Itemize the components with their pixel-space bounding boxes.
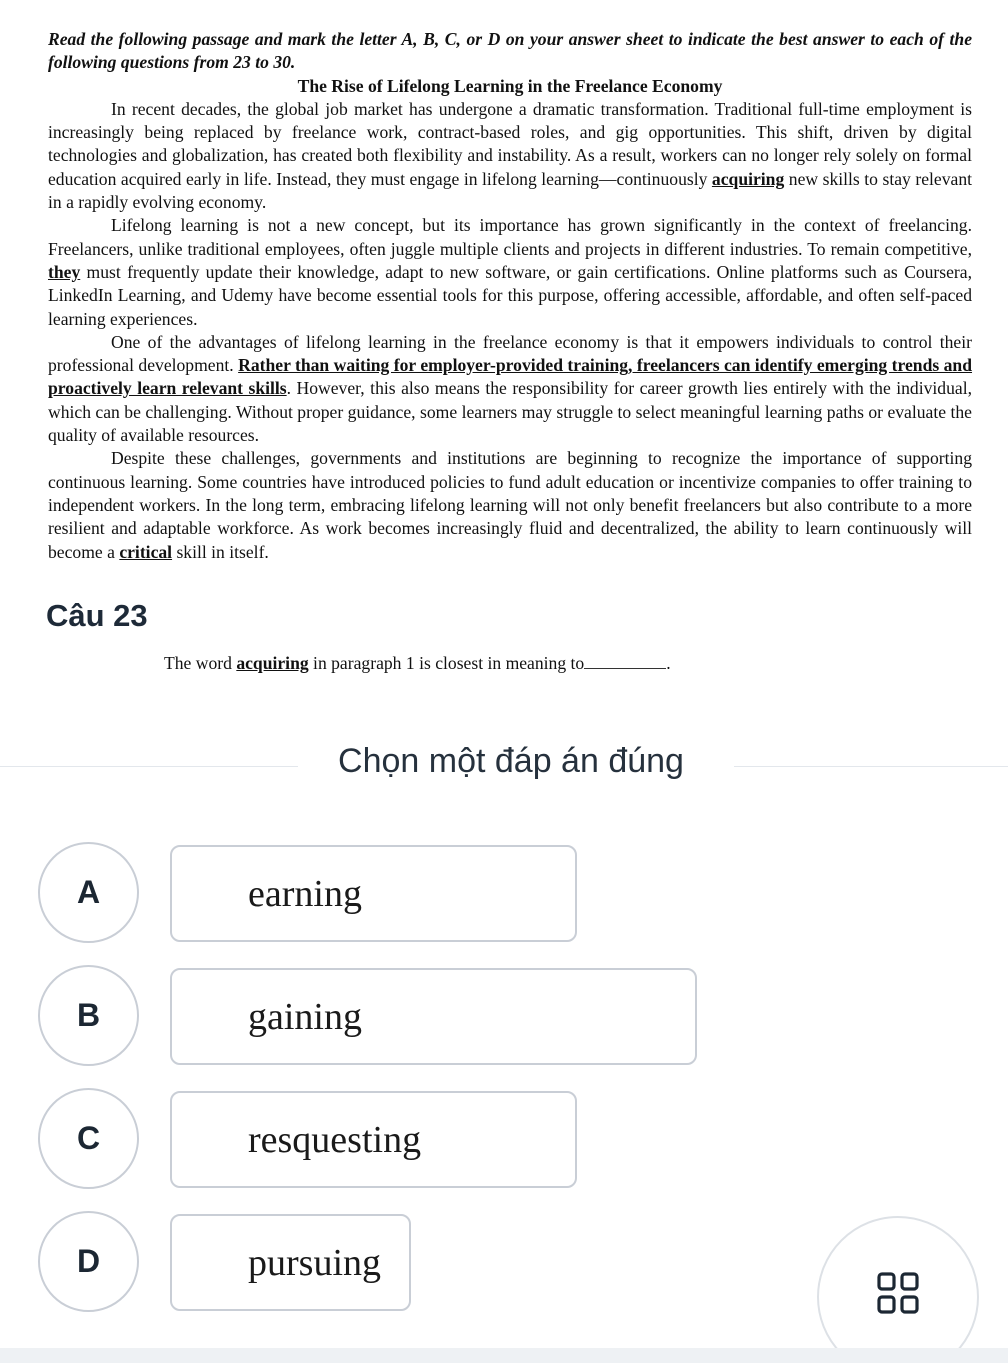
paragraph-2-text-b: must frequently update their knowledge, adapt to new software, or gain certifications. Online platforms such as Coursera, LinkedIn Learning, and Udemy have become essential tools for this purpose, offering accessible, affordable, and often self-paced learning experiences. (48, 261, 972, 329)
choose-instruction-row (0, 740, 1008, 790)
question-text-b: in paragraph 1 is closest in meaning to (308, 653, 585, 673)
option-a-letter[interactable]: A (38, 842, 139, 943)
option-d-text: pursuing (248, 1241, 381, 1284)
question-text (164, 653, 671, 674)
underlined-they: they (48, 261, 81, 282)
paragraph-2-text-a: Lifelong learning is not a new concept, but its importance has grown significantly in the context of freelancing. Freelancers, unlike traditional employees, often juggle multiple clients and projects in different industries. To remain competitive, (48, 215, 972, 259)
underlined-critical: critical (119, 541, 173, 562)
paragraph-4 (48, 447, 972, 563)
paragraph-3-text-b: . However, this also means the responsibility for career growth lies entirely with the individual, which can be challenging. Without proper guidance, some learners may struggle to select meaningful learning paths or evaluate the quality of available resources. (48, 378, 972, 446)
question-heading: Câu 23 (46, 598, 148, 633)
paragraph-4-text-a: Despite these challenges, governments and institutions are beginning to recognize the importance of supporting continuous learning. Some countries have introduced policies to fund adult education or incentivize companies to offer training to independent workers. In the long term, embracing lifelong learning will not only benefit freelancers but also contribute to a more resilient and adaptable workforce. As work becomes increasingly fluid and decentralized, the ability to learn continuously will become a (48, 448, 972, 562)
paragraph-1-text-b: new skills to stay relevant in a rapidly evolving economy. (48, 168, 972, 213)
bottom-bar (0, 1348, 1008, 1363)
paragraph-3-text-a: One of the advantages of lifelong learning in the freelance economy is that it empowers individuals to control their professional development. (48, 331, 972, 376)
option-b-letter[interactable]: B (38, 965, 139, 1066)
paragraph-4-text-b: skill in itself. (172, 541, 269, 562)
answer-blank (584, 655, 666, 669)
option-c-answer-box[interactable] (170, 1091, 577, 1188)
question-underlined-word: acquiring (236, 653, 309, 673)
option-c-text: resquesting (248, 1118, 422, 1161)
option-b[interactable] (0, 965, 1008, 1075)
paragraph-1 (48, 98, 972, 214)
choose-one-answer-label: Chọn một đáp án đúng (338, 742, 684, 780)
reading-passage (48, 28, 972, 564)
option-a[interactable] (0, 842, 1008, 952)
question-text-a: The word (164, 653, 237, 673)
grid-icon (877, 1272, 919, 1314)
passage-title: The Rise of Lifelong Learning in the Freelance Economy (297, 75, 723, 96)
paragraph-3 (48, 331, 972, 447)
option-c-letter[interactable]: C (38, 1088, 139, 1189)
underlined-acquiring: acquiring (711, 168, 785, 189)
option-b-text: gaining (248, 995, 362, 1038)
paragraph-1-text-a: In recent decades, the global job market has undergone a dramatic transformation. Traditional full-time employment is increasingly being replaced by freelance work, contract-based roles, and gig opportunities. This shift, driven by digital technologies and globalization, has created both flexibility and instability. As a result, workers can no longer rely solely on formal education acquired early in life. Instead, they must engage in lifelong learning—continuously (48, 98, 972, 189)
option-d-answer-box[interactable] (170, 1214, 411, 1311)
option-b-answer-box[interactable] (170, 968, 697, 1065)
passage-instruction: Read the following passage and mark the letter A, B, C, or D on your answer sheet to indicate the best answer to each of the following questions from 23 to 30. (48, 29, 972, 73)
question-text-end: . (666, 653, 671, 673)
option-d-letter[interactable]: D (38, 1211, 139, 1312)
underlined-sentence: Rather than waiting for employer-provided training, freelancers can identify emerging trends and proactively learn relevant skills (48, 355, 973, 399)
paragraph-2 (48, 214, 972, 330)
option-c[interactable] (0, 1088, 1008, 1198)
option-a-answer-box[interactable] (170, 845, 577, 942)
option-a-text: earning (248, 872, 362, 915)
